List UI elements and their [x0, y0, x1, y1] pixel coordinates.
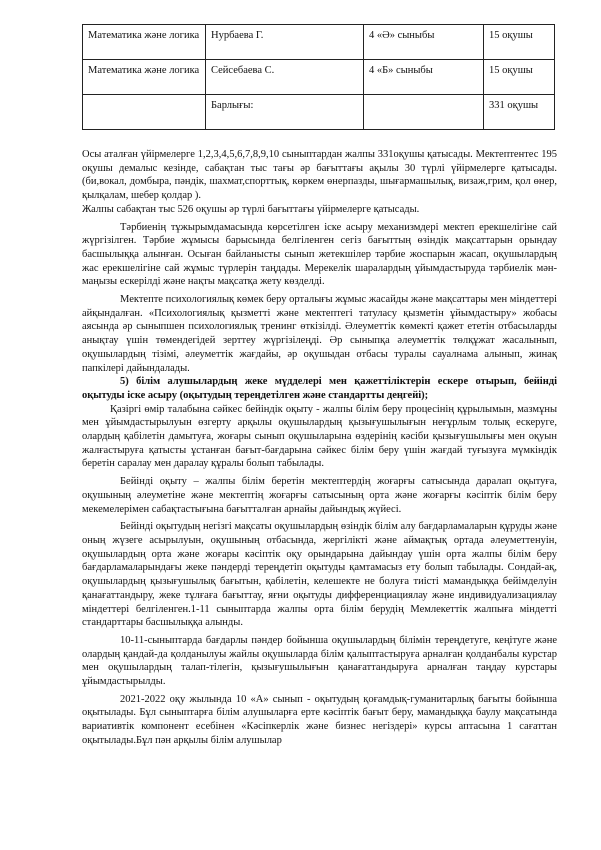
paragraph-profile-goal: Бейінді оқытудың негізгі мақсаты оқушылардың өзіндік білім алу бағдарламаларын құруды және оның жүзеге асырылуын, оқушының отбасында, жергілікті және аймақтық ортада әлеуметтенуін, оқушылардың орта және жоғары кәсіптік оқу орындарына дайындау үшін орта жалпы білім беру бағдарламаларындағы жеке пәндерді тереңдетіп оқытуды қамтамасыз ету болып табылады. Сондай-ақ, оқушылардың қызығушылық бағытын, қабілетін, келешекте не болуға тиісті мамандыққа бейімделуін қанағаттандыру, жеке тұлғаға бағыттау, яғни оқытуды дифференциациялау және индивидуализациялау міндеттері белгіленген.1-11 сыныптарда жалпы орта білім берудің Мемлекеттік жалпыға міндетті стандарттары басшылыққа алынды.	[82, 521, 557, 629]
clubs-table	[82, 24, 555, 130]
paragraph-2021-2022: 2021-2022 оқу жылында 10 «А» сынып - оқытудың қоғамдық-гуманитарлық бағыты бойынша оқытылады. Бұл сыныптарға білім алушыларға ерте кәсіптік бағыт беру, мамандыққа баулу мақсатында вариативтік компонент есебінен «Кәсіпкерлік және бизнес негіздері» курсы аптасына 1 сағаттан оқытылады.Бұл пән арқылы білім алушылар	[82, 693, 557, 746]
table-row	[83, 60, 555, 95]
paragraph-psychology: Мектепте психологиялық көмек беру орталығы жұмыс жасайды және мақсаттары мен міндеттері айқындалған. «Психологиялық қызметті және мектептегі татуласу қызметін ұйымдастыру» жобасы аясында әр сыныпшен психологиялық тренинг өткізілді. Әлеуметтік көмекті қажет ететін отбасыларды анықтау үшін төмендегідей зерттеу жүргізілеңді. Әр сыныпқа әлеуметтік төлқұжат жасалынып, оқушылардың тізімі, әлеуметтік жағдайы, әр оқушыдан отбасы туралы сауалнама алынып, жинақ папкілері дайындалады.	[82, 294, 557, 374]
table-cell-total-count: 331 оқушы	[484, 95, 555, 130]
table-cell-subject: Математика және логика	[83, 60, 206, 95]
table-cell-count: 15 оқушы	[484, 25, 555, 60]
paragraph-clubs-participation: Осы аталған үйірмелерге 1,2,3,4,5,6,7,8,9,10 сыныптардан жалпы 331оқушы қатысады. Мектептентес 195 оқушы демалыс кезінде, сабақтан тыс тағы әр бағыттағы ақылы 30 түрлі үйірмелерге қатысады. (би,вокал, домбыра, пәндік, шахмат,спорттық, көркем өнерпазды, шығармашылық, визаж,грим, қол өнер, қылқалам, шебер қолдар ).	[82, 149, 557, 202]
paragraph-profile-education: Қазіргі өмір талабына сәйкес бейіндік оқыту - жалпы білім беру процесінің құрылымын, мазмұны мен ұйымдастырылуын өзгерту арқылы оқушылардың қызығушылығын неғұрлым толық ескеруге, олардың қабілетін дамытуға, жоғары сынып оқушыларына өздерінің кәсіби қызығушылығы мен оқуын жалғастыруға қатысты ұстанған бағыт-бағдарына сәйкес білім беру үшін жағдай туғызуға мүмкіндік беретін саралау мен даралау құралы болып табылады.	[82, 403, 557, 470]
table-cell-teacher: Сейсебаева С.	[206, 60, 364, 95]
table-cell-teacher: Нурбаева Г.	[206, 25, 364, 60]
table-row	[83, 25, 555, 60]
table-cell-class: 4 «Ә» сыныбы	[364, 25, 484, 60]
paragraph-profile-definition: Бейінді оқыту – жалпы білім беретін мектептердің жоғарғы сатысында даралап оқытуға, оқушының әлеуметіне және мектептің жоғарғы сатысының орта және жоғарғы кәсіптік білім беру мекемелерімен сабақтастығына бағытталған арнайы дайындық жүйесі.	[82, 476, 557, 515]
paragraph-grades-10-11: 10-11-сыныптарда бағдарлы пәндер бойынша оқушылардың білімін тереңдетуге, кеңітуге және олардың қандай-да қолданылуы жайлы оқушыларда білім қалыптастыруға арналған қолданбалы курстар мен оқушылардың талап-тілегін, қызығушылығын қанағаттандыруға арналған таңдау курстары ұйымдастырылды.	[82, 634, 557, 688]
section-heading: 5) білім алушылардың жеке мүдделері мен қажеттіліктерін ескере отырып, бейінді оқытуды іске асыру (оқытудың тереңдетілген және стандартты деңгейі);	[82, 376, 557, 401]
table-cell-class: 4 «Б» сыныбы	[364, 60, 484, 95]
table-cell-total-label: Барлығы:	[206, 95, 364, 130]
table-cell-count: 15 оқушы	[484, 60, 555, 95]
paragraph-clubs-total: Жалпы сабақтан тыс 526 оқушы әр түрлі бағыттағы үйірмелерге қатысады.	[82, 203, 420, 215]
document-body	[82, 148, 557, 748]
table-cell-empty	[83, 95, 206, 130]
table-cell-empty	[364, 95, 484, 130]
table-total-row	[83, 95, 555, 130]
table-cell-subject: Математика және логика	[83, 25, 206, 60]
paragraph-upbringing: Тәрбиенің тұжырымдамасында көрсетілген іске асыру механизмдері мектеп ерекшелігіне сай жүргізілген. Тәрбие жұмысы барысында белгіленген сегіз бағыттың өзіндік мақсаттарын орындау басшылыққа алынған. Осыған байланысты сынып жетекшілер тәрбие жоспарын жасап, оқушылардың жас ерекшелігіне сай жұмыс түрлерін таңдады. Мерекелік шаралардың ұйымдастыруда тәрбиелік мән-маңызы ескерілді және нақты мақсатқа жету көзделді.	[82, 221, 557, 288]
